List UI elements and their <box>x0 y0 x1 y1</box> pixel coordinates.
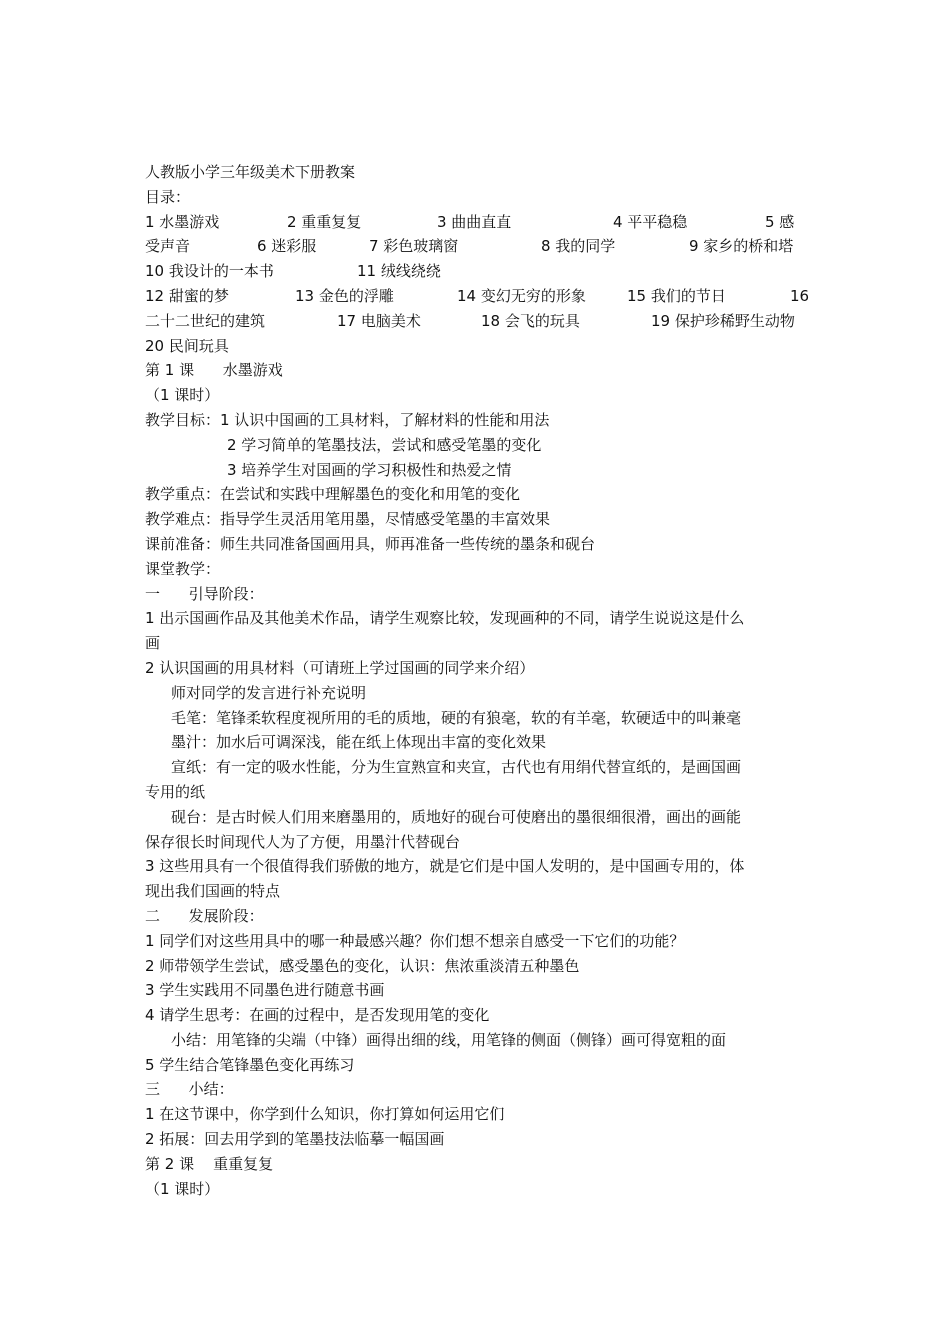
paragraph: 1 出示国画作品及其他美术作品，请学生观察比较，发现画种的不同，请学生说说这是什么 <box>145 609 745 628</box>
teaching-goal: 教学目标：1 认识中国画的工具材料，了解材料的性能和用法 <box>145 410 550 429</box>
stage-heading: 三 小结： <box>145 1080 234 1099</box>
toc-row <box>145 210 810 235</box>
paragraph: 1 在这节课中，你学到什么知识，你打算如何运用它们 <box>145 1105 505 1124</box>
toc-row <box>145 284 810 309</box>
toc-entry: 9 家乡的桥和塔 <box>689 237 794 256</box>
paragraph: 小结：用笔锋的尖端（中锋）画得出细的线，用笔锋的侧面（侧锋）画可得宽粗的面 <box>171 1030 727 1049</box>
paragraph: 宣纸：有一定的吸水性能，分为生宣熟宣和夹宣，古代也有用绢代替宣纸的，是画国画 <box>171 758 742 777</box>
toc-entry: 4 平平稳稳 <box>613 212 688 231</box>
paragraph: 2 拓展：回去用学到的笔墨技法临摹一幅国画 <box>145 1130 445 1149</box>
paragraph: 现出我们国画的特点 <box>145 882 281 901</box>
lesson-title: 第 2 课 重重复复 <box>145 1154 274 1173</box>
paragraph: 1 同学们对这些用具中的哪一种最感兴趣？你们想不想亲自感受一下它们的功能？ <box>145 931 685 950</box>
toc-entry: 19 保护珍稀野生动物 <box>651 311 795 330</box>
paragraph: 3 这些用具有一个很值得我们骄傲的地方，就是它们是中国人发明的，是中国画专用的，体 <box>145 857 745 876</box>
paragraph: 砚台：是古时候人们用来磨墨用的，质地好的砚台可使磨出的墨很细很滑，画出的画能 <box>171 807 742 826</box>
toc-row <box>145 334 810 359</box>
teaching-goal: 2 学习简单的笔墨技法，尝试和感受笔墨的变化 <box>227 435 542 454</box>
toc-entry: 2 重重复复 <box>287 212 362 231</box>
lesson-title: 第 1 课 水墨游戏 <box>145 361 283 380</box>
document-page <box>145 160 810 1201</box>
class-preparation: 课前准备：师生共同准备国画用具，师再准备一些传统的墨条和砚台 <box>145 534 596 553</box>
toc-row <box>145 234 810 259</box>
toc-entry: 12 甜蜜的梦 <box>145 286 229 305</box>
stage-heading: 一 引导阶段： <box>145 584 264 603</box>
toc-entry: 二十二世纪的建筑 <box>145 311 266 330</box>
toc-entry: 20 民间玩具 <box>145 336 229 355</box>
toc-entry: 14 变幻无穷的形象 <box>457 286 586 305</box>
toc-heading: 目录： <box>145 187 191 206</box>
lesson-hours: （1 课时） <box>145 1179 220 1198</box>
toc-entry: 10 我设计的一本书 <box>145 262 274 281</box>
paragraph: 5 学生结合笔锋墨色变化再练习 <box>145 1055 355 1074</box>
toc-entry: 8 我的同学 <box>541 237 616 256</box>
toc-entry: 15 我们的节日 <box>627 286 726 305</box>
toc-entry: 11 绒线绕绕 <box>357 262 441 281</box>
toc-entry: 受声音 <box>145 237 191 256</box>
paragraph: 墨汁：加水后可调深浅，能在纸上体现出丰富的变化效果 <box>171 733 547 752</box>
paragraph: 画 <box>145 634 161 653</box>
toc-entry: 3 曲曲直直 <box>437 212 512 231</box>
toc-entry: 5 感 <box>765 212 795 231</box>
paragraph: 3 学生实践用不同墨色进行随意书画 <box>145 981 385 1000</box>
teaching-goal: 3 培养学生对国画的学习积极性和热爱之情 <box>227 460 512 479</box>
lesson-hours: （1 课时） <box>145 386 220 405</box>
paragraph: 4 请学生思考：在画的过程中，是否发现用笔的变化 <box>145 1006 490 1025</box>
toc-entry: 16 <box>790 286 810 305</box>
toc-entry: 18 会飞的玩具 <box>481 311 580 330</box>
teaching-difficulty: 教学难点：指导学生灵活用笔用墨，尽情感受笔墨的丰富效果 <box>145 510 551 529</box>
paragraph: 专用的纸 <box>145 782 206 801</box>
stage-heading: 二 发展阶段： <box>145 906 264 925</box>
paragraph: 师对同学的发言进行补充说明 <box>171 683 367 702</box>
doc-title: 人教版小学三年级美术下册教案 <box>145 163 356 181</box>
toc-entry: 1 水墨游戏 <box>145 212 220 231</box>
toc-row <box>145 259 810 284</box>
toc-entry: 7 彩色玻璃窗 <box>369 237 459 256</box>
paragraph: 毛笔：笔锋柔软程度视所用的毛的质地，硬的有狼毫，软的有羊毫，软硬适中的叫兼毫 <box>171 708 742 727</box>
toc-entry: 6 迷彩服 <box>257 237 317 256</box>
class-teaching-heading: 课堂教学： <box>145 559 221 578</box>
toc-row <box>145 309 810 334</box>
paragraph: 2 师带领学生尝试，感受墨色的变化，认识：焦浓重淡清五种墨色 <box>145 956 580 975</box>
paragraph: 2 认识国画的用具材料（可请班上学过国画的同学来介绍） <box>145 658 535 677</box>
toc-entry: 17 电脑美术 <box>337 311 421 330</box>
teaching-key-point: 教学重点：在尝试和实践中理解墨色的变化和用笔的变化 <box>145 485 521 504</box>
toc-entry: 13 金色的浮雕 <box>295 286 394 305</box>
paragraph: 保存很长时间现代人为了方便，用墨汁代替砚台 <box>145 832 461 851</box>
